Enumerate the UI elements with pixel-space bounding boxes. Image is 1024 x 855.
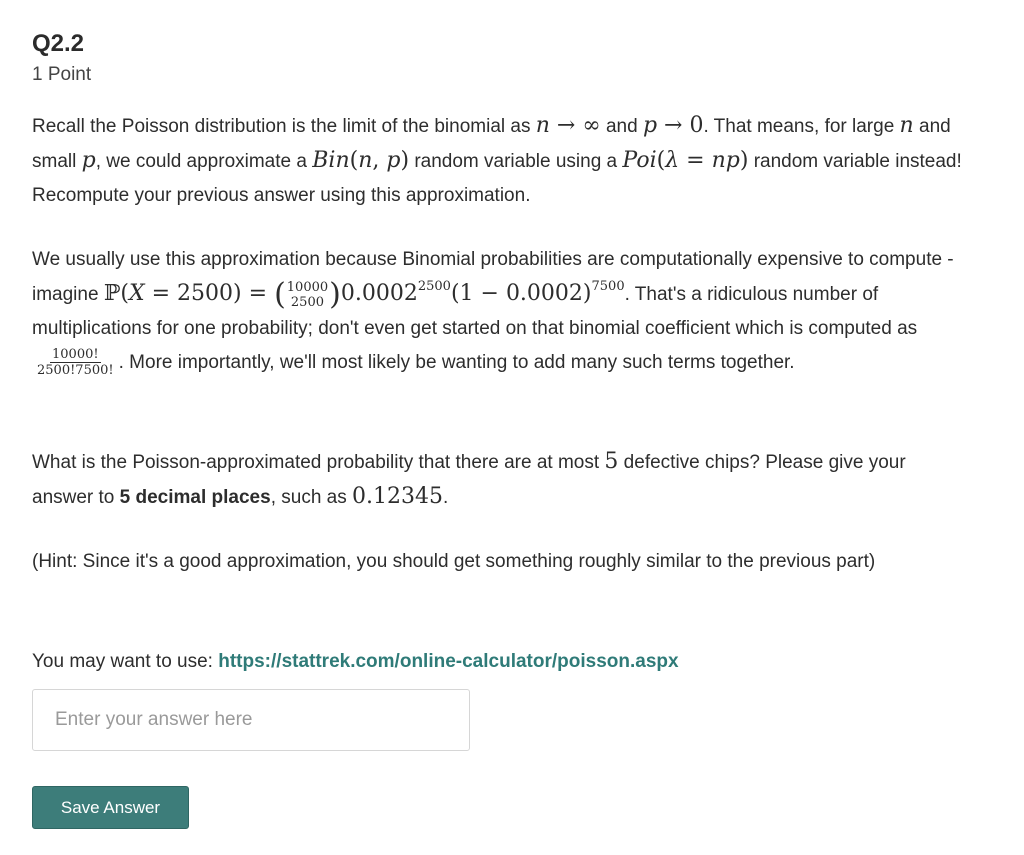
motivation-paragraph: We usually use this approximation because Binomial probabilities are computationally expensive to compute - imagine ℙ(X = 2500) = ( 10000 2500 ) $0.0002^{2500}(1 - 0.0002)^{7500}$. That's a ridiculous number of multiplications for one probability; don't even get started on that binomial coefficient which is computed as $\frac{10000!}{2500!7500!}$ . More importantly, we'll most likely be wanting to add many such terms together. [32, 249, 954, 379]
task-paragraph: What is the Poisson-approximated probability that there are at most 5 defective chips? Please give your answer to 5 decimal places, such as 0.12345. [32, 449, 906, 509]
intro-paragraph: Recall the Poisson distribution is the limit of the binomial as n → ∞ and p → 0. That means, for large n and small p, we could approximate a Bin(n, p) random variable using a Poi(λ = np) random variable instead! Recompute your previous answer using this approximation. [32, 113, 962, 206]
question-title: Q2.2 [32, 30, 85, 57]
intro-text: Recall the Poisson distribution is the limit of the binomial as [32, 116, 536, 137]
hint-text: (Hint: Since it's a good approximation, you should get something roughly similar to the previous part) [32, 551, 876, 572]
save-answer-button[interactable]: Save Answer [32, 786, 189, 829]
example-value: 0.12345 [352, 484, 444, 509]
factorial-fraction: $\frac{10000!}{2500!7500!}$ [37, 347, 114, 379]
poisson-calculator-link[interactable]: https://stattrek.com/online-calculator/poisson.aspx [218, 651, 679, 672]
emphasis-text: 5 decimal places [119, 487, 271, 508]
question-points: 1 Point [32, 64, 92, 85]
resource-line: You may want to use: https://stattrek.com/online-calculator/poisson.aspx [32, 651, 679, 672]
answer-input[interactable] [32, 689, 470, 751]
binomial-coefficient: ( 10000 2500 ) [274, 276, 341, 312]
